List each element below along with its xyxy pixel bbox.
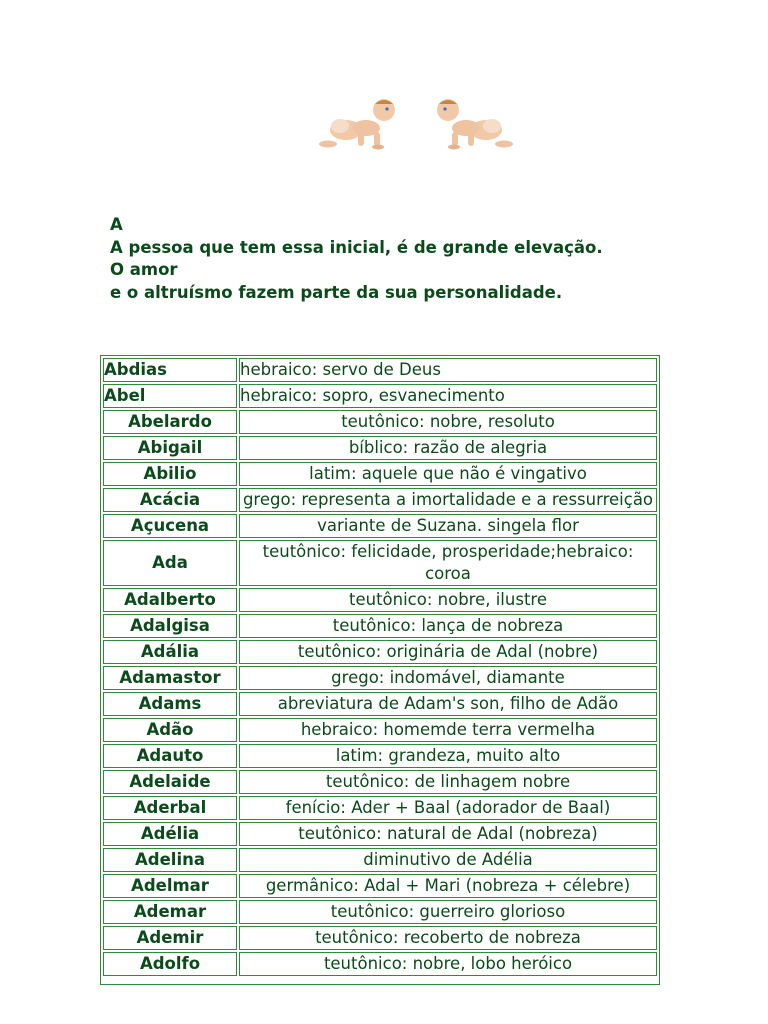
name-cell: Açucena: [103, 514, 237, 538]
table-row: [103, 952, 657, 976]
name-cell: Acácia: [103, 488, 237, 512]
meaning-cell: teutônico: nobre, lobo heróico: [239, 952, 657, 976]
table-row: [103, 410, 657, 434]
meaning-cell: teutônico: nobre, ilustre: [239, 588, 657, 612]
meaning-cell: latim: aquele que não é vingativo: [239, 462, 657, 486]
name-cell: Abel: [103, 384, 237, 408]
name-cell: Abilio: [103, 462, 237, 486]
meaning-cell: teutônico: de linhagem nobre: [239, 770, 657, 794]
table-row: [103, 358, 657, 382]
name-cell: Adolfo: [103, 952, 237, 976]
table-row: [103, 796, 657, 820]
names-table: [101, 356, 659, 978]
table-row: [103, 436, 657, 460]
name-cell: Adams: [103, 692, 237, 716]
meaning-cell: teutônico: natural de Adal (nobreza): [239, 822, 657, 846]
meaning-cell: abreviatura de Adam's son, filho de Adão: [239, 692, 657, 716]
meaning-cell: grego: representa a imortalidade e a ressurreição: [239, 488, 657, 512]
names-table-body: [103, 358, 657, 976]
name-cell: Adamastor: [103, 666, 237, 690]
meaning-cell: teutônico: lança de nobreza: [239, 614, 657, 638]
meaning-cell: bíblico: razão de alegria: [239, 436, 657, 460]
table-row: [103, 770, 657, 794]
meaning-cell: teutônico: nobre, resoluto: [239, 410, 657, 434]
name-cell: Abdias: [103, 358, 237, 382]
name-cell: Adelaide: [103, 770, 237, 794]
baby-right-icon: [437, 99, 513, 150]
table-row: [103, 588, 657, 612]
table-row: [103, 488, 657, 512]
meaning-cell: variante de Suzana. singela flor: [239, 514, 657, 538]
intro-line: A pessoa que tem essa inicial, é de grande elevação.: [110, 237, 603, 257]
name-cell: Ademar: [103, 900, 237, 924]
table-row: [103, 462, 657, 486]
meaning-cell: hebraico: servo de Deus: [239, 358, 657, 382]
table-row: [103, 692, 657, 716]
meaning-cell: teutônico: felicidade, prosperidade;hebraico: coroa: [239, 540, 657, 586]
table-row: [103, 848, 657, 872]
name-cell: Abigail: [103, 436, 237, 460]
table-row: [103, 514, 657, 538]
meaning-cell: teutônico: originária de Adal (nobre): [239, 640, 657, 664]
table-row: [103, 822, 657, 846]
meaning-cell: teutônico: guerreiro glorioso: [239, 900, 657, 924]
table-row: [103, 540, 657, 586]
baby-left-icon: [319, 99, 395, 150]
table-row: [103, 718, 657, 742]
meaning-cell: fenício: Ader + Baal (adorador de Baal): [239, 796, 657, 820]
crawling-babies-illustration: [318, 92, 514, 152]
meaning-cell: grego: indomável, diamante: [239, 666, 657, 690]
intro-line: O amor: [110, 260, 178, 279]
name-cell: Aderbal: [103, 796, 237, 820]
name-cell: Abelardo: [103, 410, 237, 434]
table-row: [103, 666, 657, 690]
meaning-cell: hebraico: sopro, esvanecimento: [239, 384, 657, 408]
name-cell: Adelmar: [103, 874, 237, 898]
intro-text: [110, 214, 603, 304]
table-row: [103, 744, 657, 768]
name-cell: Adélia: [103, 822, 237, 846]
meaning-cell: germânico: Adal + Mari (nobreza + célebre): [239, 874, 657, 898]
name-cell: Adália: [103, 640, 237, 664]
table-row: [103, 926, 657, 950]
table-row: [103, 900, 657, 924]
name-cell: Ademir: [103, 926, 237, 950]
table-row: [103, 614, 657, 638]
meaning-cell: latim: grandeza, muito alto: [239, 744, 657, 768]
name-cell: Adalberto: [103, 588, 237, 612]
name-cell: Adelina: [103, 848, 237, 872]
name-cell: Adauto: [103, 744, 237, 768]
intro-line: e o altruísmo fazem parte da sua personalidade.: [110, 282, 563, 302]
name-cell: Ada: [103, 540, 237, 586]
intro-letter: A: [110, 215, 123, 234]
meaning-cell: hebraico: homemde terra vermelha: [239, 718, 657, 742]
meaning-cell: diminutivo de Adélia: [239, 848, 657, 872]
names-table-frame: [100, 355, 660, 985]
table-row: [103, 874, 657, 898]
name-cell: Adão: [103, 718, 237, 742]
table-row: [103, 384, 657, 408]
name-cell: Adalgisa: [103, 614, 237, 638]
table-row: [103, 640, 657, 664]
meaning-cell: teutônico: recoberto de nobreza: [239, 926, 657, 950]
